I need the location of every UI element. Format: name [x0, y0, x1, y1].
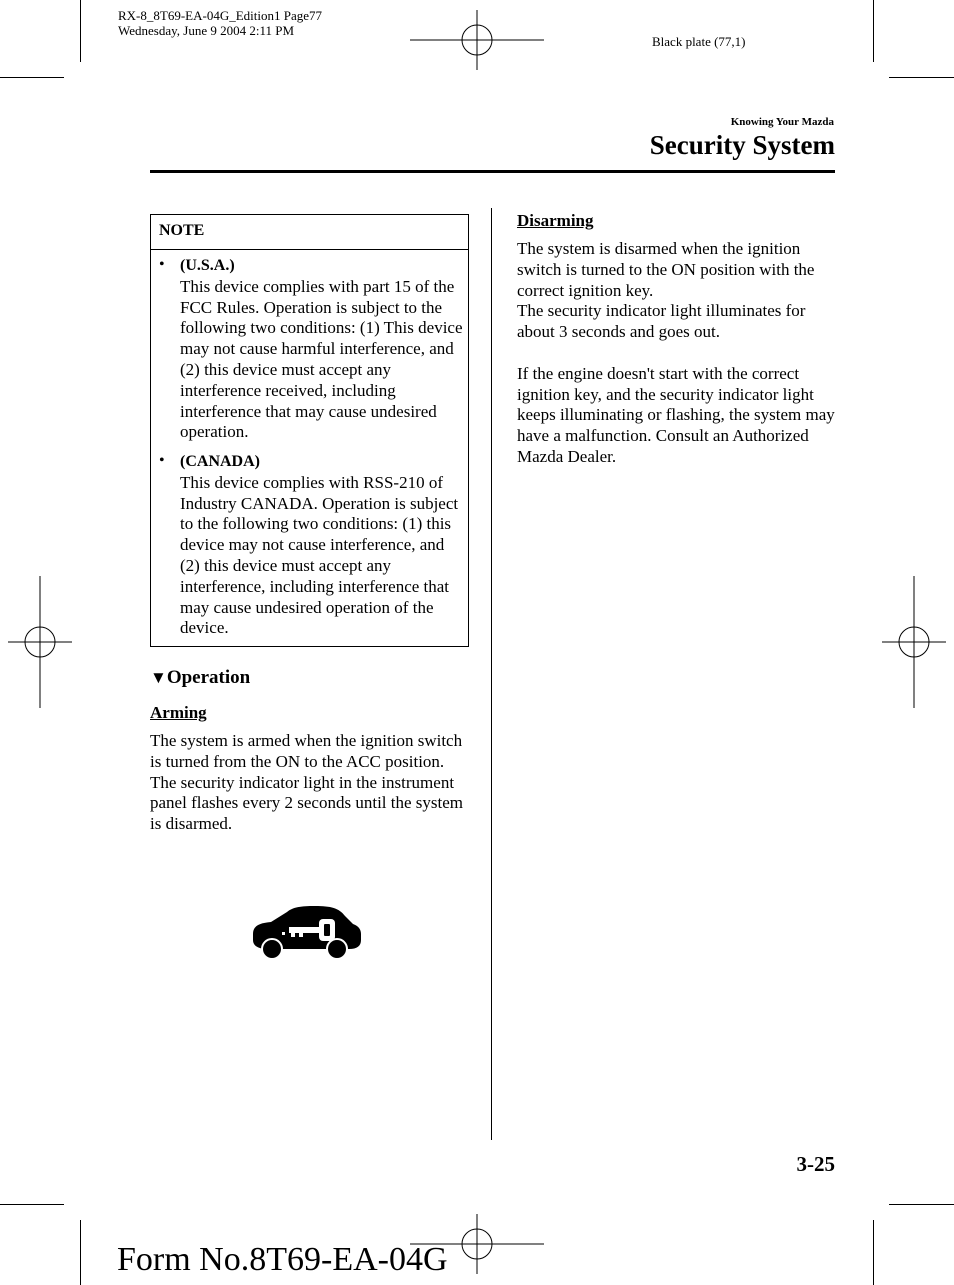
arming-paragraph: The security indicator light in the instrument panel flashes every 2 seconds until the system is disarmed. — [150, 772, 464, 834]
disarming-paragraph: The system is disarmed when the ignition switch is turned to the ON position with the correct ignition key. — [517, 239, 815, 300]
note-header — [151, 215, 468, 250]
page-title: Security System — [649, 130, 835, 160]
disarming-paragraph: The security indicator light illuminates for about 3 seconds and goes out. — [517, 301, 806, 342]
crop-mark — [80, 1220, 81, 1285]
arming-text — [150, 731, 466, 835]
crop-mark — [873, 1220, 874, 1285]
form-number: Form No.8T69-EA-04G — [117, 1241, 448, 1278]
note-box — [150, 214, 469, 647]
operation-heading — [150, 667, 250, 689]
crop-mark — [889, 77, 954, 78]
registration-mark-icon — [410, 10, 544, 70]
column-divider — [491, 208, 492, 1140]
disarming-heading: Disarming — [517, 211, 594, 230]
page-number: 3-25 — [796, 1152, 835, 1176]
arming-paragraph: The system is armed when the ignition switch is turned from the ON to the ACC position. — [150, 731, 463, 771]
note-item-title: (U.S.A.) — [180, 257, 235, 274]
note-item-canada — [180, 452, 466, 639]
bullet-icon: • — [159, 256, 165, 273]
triangle-down-icon: ▼ — [150, 668, 167, 687]
crop-mark — [0, 77, 64, 78]
bullet-icon: • — [159, 452, 165, 469]
title-rule — [150, 170, 835, 173]
note-item-text: This device complies with part 15 of the FCC Rules. Operation is subject to the following two conditions: (1) This device may not cause harmful interference, and (2) this device must accept any interference received, including interference that may cause undesired operation. — [180, 276, 463, 442]
arming-heading: Arming — [150, 703, 207, 722]
crop-mark — [0, 1204, 64, 1205]
crop-mark — [80, 0, 81, 62]
operation-heading-text: Operation — [166, 667, 251, 688]
plate-label: Black plate (77,1) — [652, 34, 746, 49]
note-item-title: (CANADA) — [180, 453, 260, 470]
crop-mark — [873, 0, 874, 62]
note-heading: NOTE — [159, 222, 205, 239]
note-item-text: This device complies with RSS-210 of Industry CANADA. Operation is subject to the following two conditions: (1) this device may not cause interference, and (2) this device must accept any interference, including interference that may cause undesired operation of the device. — [180, 472, 459, 638]
registration-mark-icon — [882, 576, 946, 708]
disarming-paragraph: If the engine doesn't start with the correct ignition key, and the security indicator light keeps illuminating or flashing, the system may have a malfunction. Consult an Authorized Mazda Dealer. — [517, 363, 835, 466]
note-item-usa — [180, 256, 466, 443]
section-label: Knowing Your Mazda — [730, 116, 834, 128]
disarming-text — [517, 239, 835, 468]
print-job-line: RX-8_8T69-EA-04G_Edition1 Page77 — [118, 8, 323, 23]
print-timestamp: Wednesday, June 9 2004 2:11 PM — [118, 23, 295, 38]
crop-mark — [889, 1204, 954, 1205]
registration-mark-icon — [8, 576, 72, 708]
security-indicator-car-key-icon — [249, 904, 363, 960]
print-job-header — [118, 8, 322, 38]
